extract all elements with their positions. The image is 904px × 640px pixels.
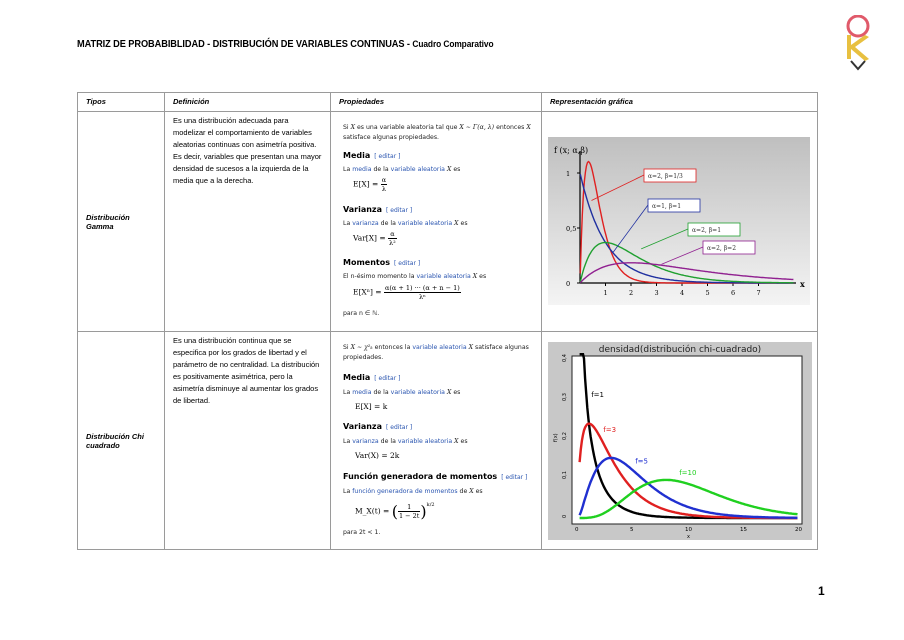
gamma-xtick-label: 2 xyxy=(629,289,634,297)
document-title xyxy=(77,38,494,50)
edit-link[interactable]: [ editar ] xyxy=(501,474,528,481)
chi-chart xyxy=(548,342,812,542)
chi-ytick-label: 0,4 xyxy=(562,354,568,362)
chi-curve-label: f=10 xyxy=(679,469,697,478)
chi-varianza-formula: Var(X) = 2k xyxy=(355,451,400,460)
definition-chi: Es una distribución continua que se especifica por los grados de libertad y el parámetro de no centralidad. La distribución es positivamente asimétrica, pero la asimetría disminuye al aumentar los grados de libertad. xyxy=(165,332,331,550)
table-row-gamma xyxy=(78,112,818,332)
chi-curve-label: f=1 xyxy=(591,391,604,400)
page-number: 1 xyxy=(818,584,825,598)
gamma-xtick-label: 6 xyxy=(731,289,736,297)
media-link[interactable]: media xyxy=(352,166,372,173)
header-propiedades: Propiedades xyxy=(331,93,542,112)
chi-intro-line1: Si X ∼ χ²ₖ entonces la variable aleatoria X satisface algunas xyxy=(343,344,529,351)
gamma-varianza-heading: Varianza [ editar ] xyxy=(343,205,413,214)
gamma-media-text: La media de la variable aleatoria X es xyxy=(343,166,461,173)
header-representacion: Representación gráfica xyxy=(542,93,818,112)
chi-varianza-heading: Varianza [ editar ] xyxy=(343,422,413,431)
gamma-ytick-label: 0,5 xyxy=(566,225,577,233)
chi-xlabel: x xyxy=(687,534,690,540)
chi-plot-area xyxy=(572,356,802,524)
title-main: MATRIZ DE PROBABIBLIDAD - DISTRIBUCIÓN DE VARIABLES CONTINUAS - xyxy=(77,38,410,50)
chi-curve-label: f=3 xyxy=(603,426,617,435)
definition-gamma: Es una distribución adecuada para modelizar el comportamiento de variables aleatorias continuas con asimetría positiva. Es decir, variables que presentan una mayor densidad de sucesos a la izquierda de la media que a la derecha. xyxy=(165,112,331,332)
gamma-momentos-cond: para n ∈ ℕ. xyxy=(343,310,380,317)
variable-aleatoria-link[interactable]: variable aleatoria xyxy=(390,389,445,396)
gamma-legend-label: α=2, β=2 xyxy=(707,245,737,252)
gamma-media-formula: E[X] = $\frac{\alpha}{\lambda}$ xyxy=(353,176,387,193)
gamma-legend-label: α=2, β=1/3 xyxy=(648,173,683,180)
chi-fgm-heading: Función generadora de momentos [ editar ] xyxy=(343,472,528,481)
gamma-xtick-label: 4 xyxy=(680,289,685,297)
gamma-ytick-label: 0 xyxy=(566,280,571,288)
gamma-chart xyxy=(548,137,810,337)
logo-icon xyxy=(843,15,873,71)
varianza-link[interactable]: varianza xyxy=(352,220,379,227)
gamma-legend-label: α=1, β=1 xyxy=(652,203,682,210)
properties-chi xyxy=(331,332,542,550)
chi-fgm-formula: M_X(t) = ( $\frac{1}{1 - 2t}$ )$^{k/2}$ xyxy=(355,502,435,521)
gamma-momentos-heading: Momentos [ editar ] xyxy=(343,258,421,267)
graph-chi xyxy=(542,332,818,550)
chi-intro-line2: propiedades. xyxy=(343,354,384,361)
gamma-ytick-label: 1 xyxy=(566,170,571,178)
edit-link[interactable]: [ editar ] xyxy=(386,424,413,431)
chi-xtick-label: 10 xyxy=(685,527,692,533)
chi-media-text: La media de la variable aleatoria X es xyxy=(343,389,461,396)
fgm-link[interactable]: función generadora de momentos xyxy=(352,488,458,495)
row-label-gamma: Distribución Gamma xyxy=(78,112,165,332)
gamma-xlabel: x xyxy=(800,279,805,289)
gamma-xtick-label: 5 xyxy=(705,289,710,297)
varianza-link[interactable]: varianza xyxy=(352,438,379,445)
variable-aleatoria-link[interactable]: variable aleatoria xyxy=(412,344,467,351)
chi-fgm-text: La función generadora de momentos de X es xyxy=(343,488,483,495)
header-tipos: Tipos xyxy=(78,93,165,112)
header-definicion: Definición xyxy=(165,93,331,112)
chi-ytick-label: 0,1 xyxy=(562,471,568,479)
chi-ylabel: f(x) xyxy=(553,433,559,442)
comparison-table xyxy=(77,92,818,550)
edit-link[interactable]: [ editar ] xyxy=(394,260,421,267)
gamma-legend-label: α=2, β=1 xyxy=(692,227,722,234)
gamma-media-heading: Media [ editar ] xyxy=(343,151,401,160)
gamma-momentos-formula: E[Xⁿ] = $\frac{\alpha(\alpha + 1) \cdot\cdot\cdot (\alpha + n - 1)}{\text{λⁿ}}$ xyxy=(353,284,460,301)
chi-ytick-label: 0,3 xyxy=(562,393,568,401)
gamma-varianza-formula: Var[X] = $\frac{\alpha}{\text{λ²}}$ xyxy=(353,230,396,247)
table-row-chi xyxy=(78,332,818,550)
chi-xtick-label: 20 xyxy=(795,527,802,533)
gamma-varianza-text: La varianza de la variable aleatoria X es xyxy=(343,220,468,227)
chi-media-formula: E[X] = k xyxy=(355,402,388,411)
gamma-xtick-label: 7 xyxy=(756,289,761,297)
chi-media-heading: Media [ editar ] xyxy=(343,373,401,382)
gamma-momentos-text: El n-ésimo momento la variable aleatoria X es xyxy=(343,273,487,280)
row-label-chi: Distribución Chi cuadrado xyxy=(78,332,165,550)
chi-ytick-label: 0,2 xyxy=(562,432,568,440)
gamma-xtick-label: 3 xyxy=(654,289,659,297)
title-subtitle: Cuadro Comparativo xyxy=(412,39,494,50)
chi-ytick-label: 0 xyxy=(562,514,568,518)
chi-xtick-label: 15 xyxy=(740,527,747,533)
edit-link[interactable]: [ editar ] xyxy=(374,375,401,382)
chi-curve-label: f=5 xyxy=(635,457,648,466)
chi-xtick-label: 5 xyxy=(630,527,634,533)
gamma-xtick-label: 1 xyxy=(603,289,608,297)
edit-link[interactable]: [ editar ] xyxy=(386,207,413,214)
variable-aleatoria-link[interactable]: variable aleatoria xyxy=(397,438,453,445)
edit-link[interactable]: [ editar ] xyxy=(374,153,401,160)
gamma-intro-line1: Si X es una variable aleatoria tal que X ∼ Γ(α, λ) entonces X xyxy=(343,124,531,131)
variable-aleatoria-link[interactable]: variable aleatoria xyxy=(390,166,445,173)
chi-varianza-text: La varianza de la variable aleatoria X es xyxy=(343,438,468,445)
gamma-ylabel: f (x; α,β) xyxy=(554,146,589,155)
graph-gamma xyxy=(542,112,818,332)
chi-fgm-cond: para 2t < 1. xyxy=(343,529,381,536)
variable-aleatoria-link[interactable]: variable aleatoria xyxy=(416,273,471,280)
chi-xtick-label: 0 xyxy=(575,527,579,533)
table-header-row xyxy=(78,93,818,112)
properties-gamma xyxy=(331,112,542,332)
variable-aleatoria-link[interactable]: variable aleatoria xyxy=(397,220,453,227)
gamma-intro-line2: satisface algunas propiedades. xyxy=(343,134,440,141)
chi-title: densidad(distribución chi-cuadrado) xyxy=(598,345,762,355)
media-link[interactable]: media xyxy=(352,389,372,396)
